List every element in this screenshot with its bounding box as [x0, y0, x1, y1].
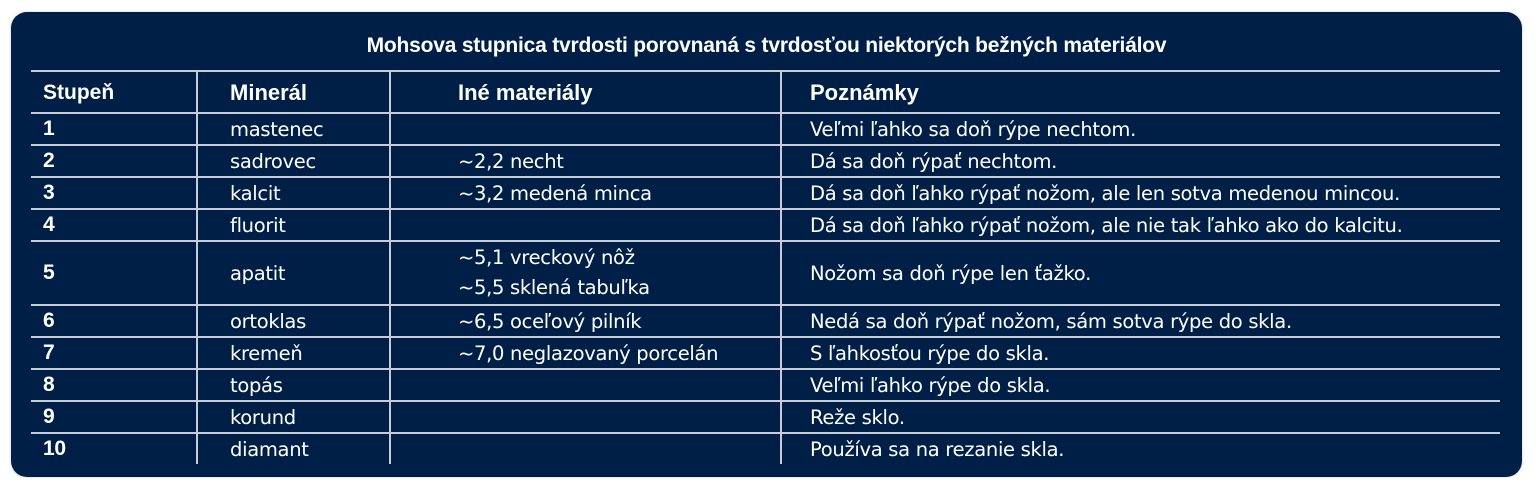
other-materials-cell: ~6,5 oceľový pilník	[390, 305, 781, 337]
other-material-line: ~5,5 sklená tabuľka	[458, 276, 650, 299]
mineral-cell: fluorit	[197, 209, 390, 241]
header-grade: Stupeň	[31, 71, 197, 113]
grade-cell: 2	[31, 145, 197, 177]
note-cell: Používa sa na rezanie skla.	[781, 433, 1500, 464]
note-cell: S ľahkosťou rýpe do skla.	[781, 337, 1500, 369]
other-materials-cell: ~2,2 necht	[390, 145, 781, 177]
table-row	[31, 177, 1500, 209]
header-other-materials: Iné materiály	[390, 71, 781, 113]
mineral-cell: mastenec	[197, 113, 390, 145]
table-row	[31, 113, 1500, 145]
mohs-table	[31, 70, 1500, 464]
table-row	[31, 401, 1500, 433]
table-row	[31, 241, 1500, 305]
table-row	[31, 305, 1500, 337]
mineral-cell: korund	[197, 401, 390, 433]
note-cell: Reže sklo.	[781, 401, 1500, 433]
note-cell: Nedá sa doň rýpať nožom, sám sotva rýpe do skla.	[781, 305, 1500, 337]
other-materials-cell: ~3,2 medená minca	[390, 177, 781, 209]
grade-cell: 3	[31, 177, 197, 209]
grade-cell: 8	[31, 369, 197, 401]
other-materials-cell	[390, 209, 781, 241]
grade-cell: 10	[43, 437, 66, 460]
grade-cell: 7	[31, 337, 197, 369]
other-materials-cell	[390, 369, 781, 401]
note-cell: Dá sa doň rýpať nechtom.	[781, 145, 1500, 177]
mineral-cell: kremeň	[197, 337, 390, 369]
note-cell: Dá sa doň ľahko rýpať nožom, ale nie tak ľahko ako do kalcitu.	[781, 209, 1500, 241]
table-title: Mohsova stupnica tvrdosti porovnaná s tvrdosťou niektorých bežných materiálov	[366, 34, 1167, 57]
mineral-cell: apatit	[197, 241, 390, 305]
table-panel	[11, 12, 1522, 477]
grade-cell: 1	[31, 113, 197, 145]
mineral-cell: diamant	[197, 433, 390, 464]
mineral-cell: kalcit	[197, 177, 390, 209]
table-row	[31, 209, 1500, 241]
header-notes: Poznámky	[781, 71, 1500, 113]
header-row	[31, 71, 1500, 113]
table-row	[31, 145, 1500, 177]
table-row	[31, 369, 1500, 401]
other-materials-cell	[390, 401, 781, 433]
note-cell: Dá sa doň ľahko rýpať nožom, ale len sotva medenou mincou.	[781, 177, 1500, 209]
mineral-cell: topás	[197, 369, 390, 401]
grade-cell: 4	[31, 209, 197, 241]
other-materials-cell	[390, 113, 781, 145]
mineral-cell: ortoklas	[197, 305, 390, 337]
mineral-cell: sadrovec	[197, 145, 390, 177]
note-cell: Veľmi ľahko rýpe do skla.	[781, 369, 1500, 401]
table-row	[31, 337, 1500, 369]
grade-cell: 9	[31, 401, 197, 433]
other-material-line: ~5,1 vreckový nôž	[458, 246, 635, 269]
header-mineral: Minerál	[197, 71, 390, 113]
grade-cell: 6	[31, 305, 197, 337]
other-materials-cell	[390, 433, 781, 464]
grade-cell: 5	[31, 241, 197, 305]
table-row	[31, 433, 1500, 464]
note-cell: Nožom sa doň rýpe len ťažko.	[781, 241, 1500, 305]
other-materials-cell	[390, 241, 781, 305]
other-materials-cell: ~7,0 neglazovaný porcelán	[390, 337, 781, 369]
note-cell: Veľmi ľahko sa doň rýpe nechtom.	[781, 113, 1500, 145]
